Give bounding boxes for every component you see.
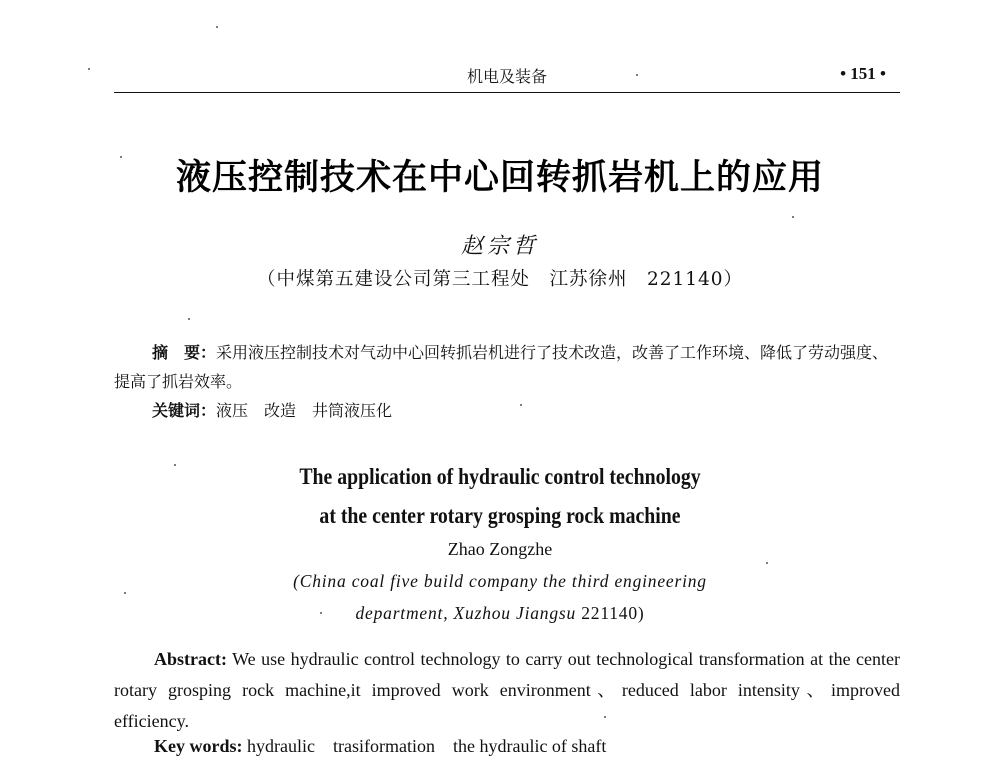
author-english: Zhao Zongzhe — [447, 539, 553, 559]
scan-speck — [636, 74, 638, 76]
abstract-text-chinese: 采用液压控制技术对气动中心回转抓岩机进行了技术改造，改善了工作环境、降低了劳动强度、提高了抓岩效率。 — [114, 343, 889, 391]
scan-speck — [124, 592, 126, 594]
affiliation-english-place: department, Xuzhou Jiangsu — [355, 603, 577, 623]
keyword-chinese: 改造 — [264, 401, 297, 420]
keyword-english: trasiformation — [332, 736, 435, 756]
keywords-chinese — [152, 398, 408, 424]
article-title-english-line1: The application of hydraulic control technology — [299, 464, 701, 489]
scan-speck — [604, 716, 606, 718]
keyword-english: the hydraulic of shaft — [452, 736, 607, 756]
journal-section-title: 机电及装备 — [466, 67, 547, 86]
abstract-label-chinese: 摘 要： — [152, 343, 217, 362]
abstract-english — [114, 644, 900, 737]
affiliation-chinese: （中煤第五建设公司第三工程处 江苏徐州 221140） — [256, 269, 744, 290]
affiliation-english-line2 — [0, 603, 1000, 624]
running-header — [114, 58, 900, 93]
author-chinese: 赵宗哲 — [460, 234, 539, 259]
scan-speck — [792, 216, 794, 218]
scan-speck — [216, 26, 218, 28]
affiliation-english-postcode: 221140) — [576, 603, 645, 623]
keywords-english — [154, 736, 624, 757]
keyword-chinese: 液压 — [216, 401, 249, 420]
abstract-chinese — [114, 338, 904, 396]
scan-speck — [188, 318, 190, 320]
abstract-text-english: We use hydraulic control technology to carry out technological transformation at the center rotary grosping rock machine,it improved work environment、reduced labor intensity、improved efficiency. — [114, 649, 900, 731]
scan-speck — [766, 562, 768, 564]
scan-speck — [520, 404, 522, 406]
keyword-english: hydraulic — [247, 736, 315, 756]
scan-speck — [120, 156, 122, 158]
page-number: • 151 • — [840, 64, 886, 83]
scan-speck — [88, 68, 90, 70]
keyword-chinese: 井筒液压化 — [312, 401, 393, 420]
keywords-label-english: Key words: — [154, 736, 243, 756]
article-title-english-line2: at the center rotary grosping rock machine — [319, 503, 681, 528]
affiliation-english-line1: (China coal five build company the third engineering — [293, 571, 707, 591]
abstract-label-english: Abstract: — [154, 649, 227, 669]
scan-speck — [320, 612, 322, 614]
scan-speck — [174, 464, 176, 466]
keywords-label-chinese: 关键词： — [152, 401, 217, 420]
article-title-chinese: 液压控制技术在中心回转抓岩机上的应用 — [175, 158, 824, 198]
